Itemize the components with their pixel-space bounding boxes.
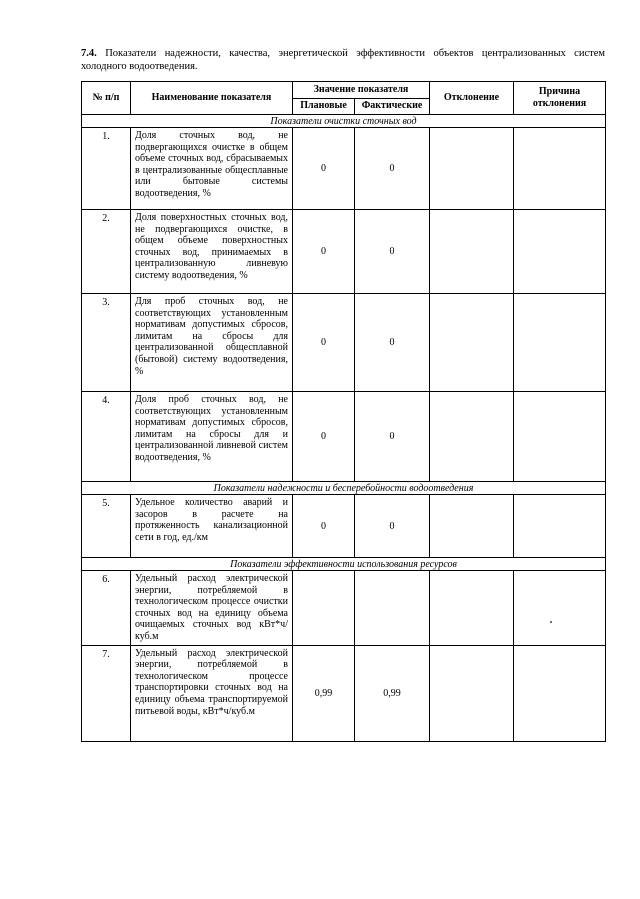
section-title: Показатели надежности, качества, энергетической эффективности объектов централизованных систем холодного водоотведения. <box>81 48 606 72</box>
row-number: 4. <box>82 392 131 482</box>
section-heading <box>81 47 605 73</box>
deviation-reason <box>514 294 606 392</box>
section-header-row <box>82 558 606 571</box>
row-number: 3. <box>82 294 131 392</box>
actual-value: 0 <box>355 392 430 482</box>
indicator-name: Удельный расход электрической энергии, потребляемой в технологическом процессе транспортировки сточных вод на единицу объема транспортируемой питьевой воды, кВт*ч/куб.м <box>131 645 293 741</box>
actual-value: 0 <box>355 495 430 558</box>
planned-value: 0 <box>293 128 355 210</box>
header-value: Значение показателя <box>293 82 430 99</box>
table-row <box>82 645 606 741</box>
deviation-value <box>430 645 514 741</box>
row-number: 6. <box>82 571 131 646</box>
indicator-name: Доля поверхностных сточных вод, не подвергающихся очистке, в общем объеме поверхностных сточных вод, принимаемых в централизованную ливневую систему водоотведения, % <box>131 210 293 294</box>
planned-value: 0,99 <box>293 645 355 741</box>
planned-value <box>293 571 355 646</box>
header-planned: Плановые <box>293 98 355 115</box>
actual-value <box>355 571 430 646</box>
row-number: 7. <box>82 645 131 741</box>
header-actual: Фактические <box>355 98 430 115</box>
indicator-name: Для проб сточных вод, не соответствующих установленным нормативам допустимых сбросов, лимитам на сбросы для централизованной общесплавной (бытовой) систему водоотведения, % <box>131 294 293 392</box>
header-name: Наименование показателя <box>131 82 293 115</box>
indicators-table <box>81 81 606 742</box>
stray-mark <box>550 621 552 623</box>
deviation-value <box>430 392 514 482</box>
planned-value: 0 <box>293 294 355 392</box>
table-row <box>82 495 606 558</box>
row-number: 5. <box>82 495 131 558</box>
deviation-reason <box>514 128 606 210</box>
header-num: № п/п <box>82 82 131 115</box>
planned-value: 0 <box>293 495 355 558</box>
table-body <box>82 115 606 742</box>
row-number: 2. <box>82 210 131 294</box>
deviation-value <box>430 495 514 558</box>
header-reason: Причина отклонения <box>514 82 606 115</box>
deviation-value <box>430 128 514 210</box>
actual-value: 0 <box>355 210 430 294</box>
deviation-value <box>430 571 514 646</box>
deviation-value <box>430 294 514 392</box>
deviation-value <box>430 210 514 294</box>
section-header-row <box>82 115 606 128</box>
header-deviation: Отклонение <box>430 82 514 115</box>
section-title: Показатели очистки сточных вод <box>82 115 606 128</box>
section-number: 7.4. <box>81 48 97 59</box>
table-row <box>82 128 606 210</box>
actual-value: 0 <box>355 294 430 392</box>
planned-value: 0 <box>293 392 355 482</box>
indicator-name: Удельный расход электрической энергии, потребляемой в технологическом процессе очистки сточных вод на единицу объема очищаемых сточных вод кВт*ч/куб.м <box>131 571 293 646</box>
table-row <box>82 392 606 482</box>
row-number: 1. <box>82 128 131 210</box>
indicator-name: Доля сточных вод, не подвергающихся очистке в общем объеме сточных вод, сбрасываемых в централизованные общесплавные или бытовые системы водоотведения, % <box>131 128 293 210</box>
deviation-reason <box>514 571 606 646</box>
deviation-reason <box>514 392 606 482</box>
deviation-reason <box>514 495 606 558</box>
deviation-reason <box>514 645 606 741</box>
section-title: Показатели надежности и бесперебойности водоотведения <box>82 482 606 495</box>
planned-value: 0 <box>293 210 355 294</box>
table-row <box>82 294 606 392</box>
indicator-name: Доля проб сточных вод, не соответствующих установленным нормативам допустимых сбросов, лимитам на сбросы для и централизованной ливневой систем водоотведения, % <box>131 392 293 482</box>
section-header-row <box>82 482 606 495</box>
table-row <box>82 571 606 646</box>
indicator-name: Удельное количество аварий и засоров в расчете на протяженность канализационной сети в год, ед./км <box>131 495 293 558</box>
actual-value: 0,99 <box>355 645 430 741</box>
table-row <box>82 210 606 294</box>
section-title: Показатели эффективности использования ресурсов <box>82 558 606 571</box>
actual-value: 0 <box>355 128 430 210</box>
deviation-reason <box>514 210 606 294</box>
